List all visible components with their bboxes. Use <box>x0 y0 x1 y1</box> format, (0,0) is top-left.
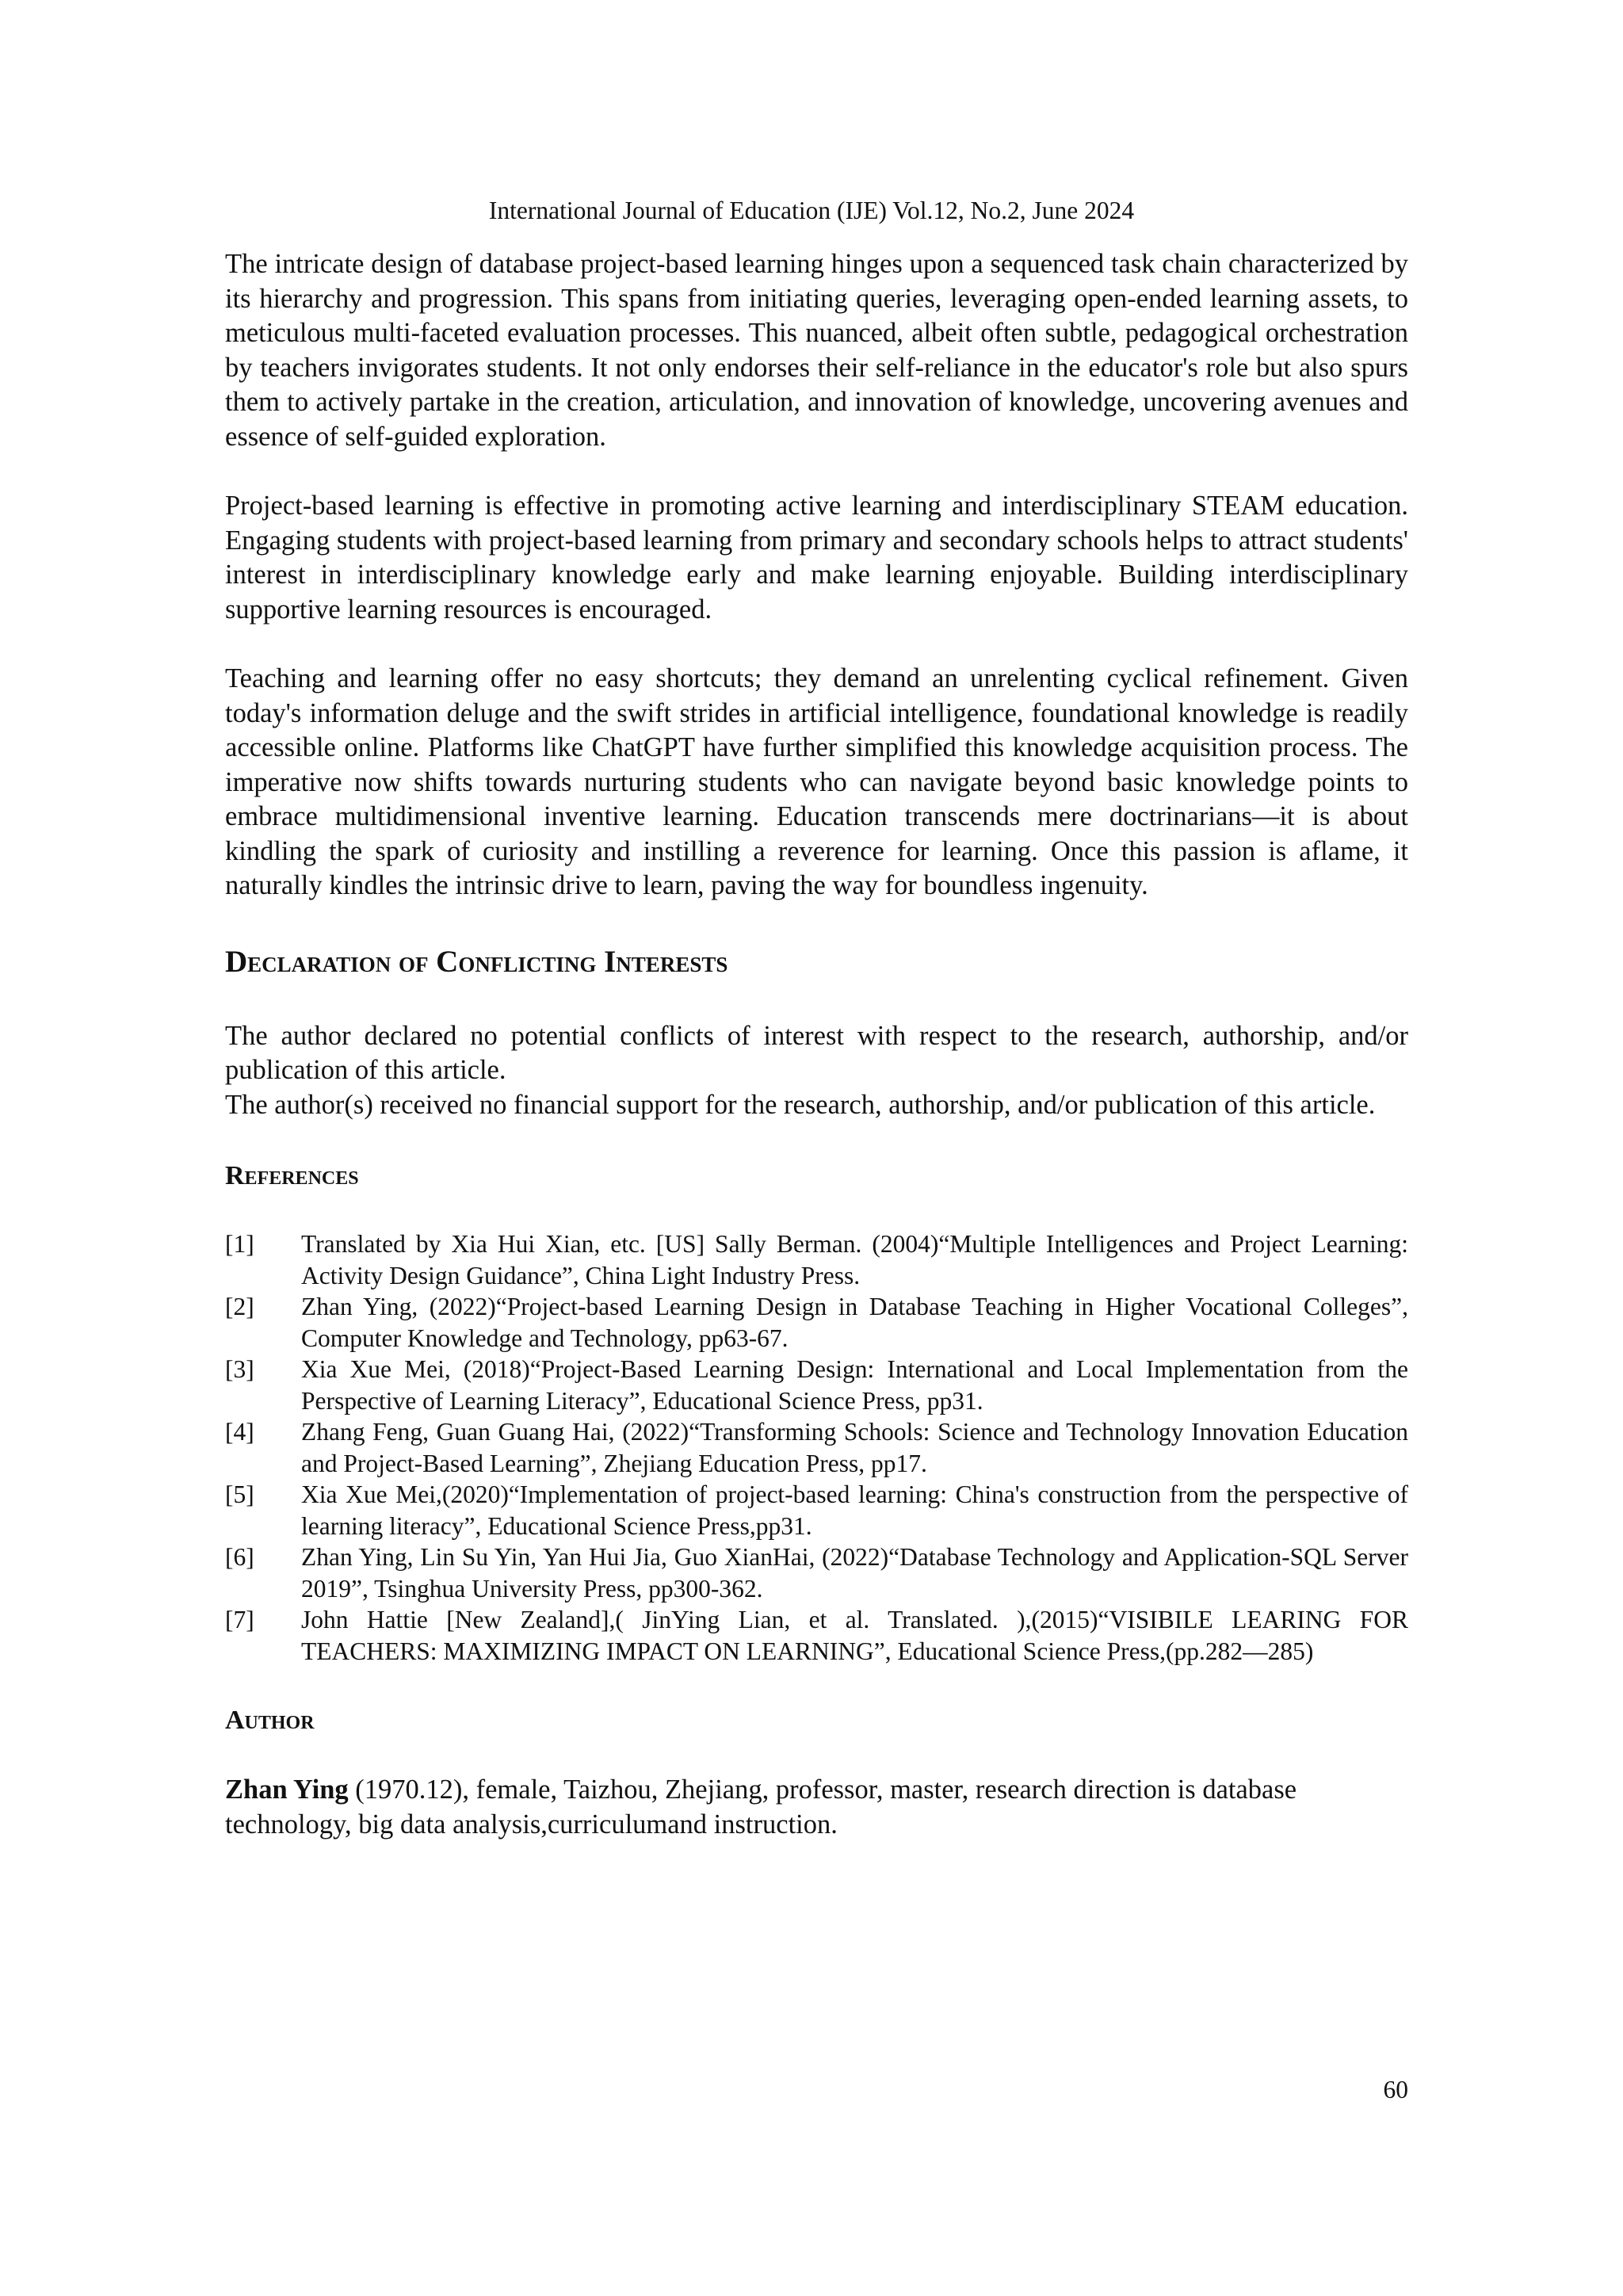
declaration-heading: Declaration of Conflicting Interests <box>225 944 728 979</box>
reference-number: [7] <box>225 1606 254 1633</box>
reference-number: [6] <box>225 1543 254 1571</box>
reference-number: [5] <box>225 1480 254 1508</box>
author-bio-text: (1970.12), female, Taizhou, Zhejiang, professor, master, research direction is database technology, big data analysis,curriculumand instruction. <box>225 1775 1297 1839</box>
running-header: International Journal of Education (IJE) Vol.12, No.2, June 2024 <box>488 197 1135 224</box>
reference-text: Zhan Ying, Lin Su Yin, Yan Hui Jia, Guo XianHai, (2022)“Database Technology and Application-SQL Server 2019”, Tsinghua University Press, pp300-362. <box>301 1543 1408 1603</box>
reference-text: Xia Xue Mei,(2020)“Implementation of project-based learning: China's construction from the perspective of learning literacy”, Educational Science Press,pp31. <box>301 1480 1408 1540</box>
reference-text: Zhang Feng, Guan Guang Hai, (2022)“Transforming Schools: Science and Technology Innovation Education and Project-Based Learning”, Zhejiang Education Press, pp17. <box>301 1418 1408 1477</box>
author-name: Zhan Ying <box>225 1775 349 1805</box>
reference-item <box>225 1354 1408 1416</box>
body-paragraph-1: The intricate design of database project-based learning hinges upon a sequenced task chain characterized by its hierarchy and progression. This spans from initiating queries, leveraging open-ended learning assets, to meticulous multi-faceted evaluation processes. This nuanced, albeit often subtle, pedagogical orchestration by teachers invigorates students. It not only endorses their self-reliance in the educator's role but also spurs them to actively partake in the creation, articulation, and innovation of knowledge, uncovering avenues and essence of self-guided exploration. <box>225 249 1408 452</box>
reference-number: [4] <box>225 1418 254 1446</box>
reference-text: Translated by Xia Hui Xian, etc. [US] Sally Berman. (2004)“Multiple Intelligences and Project Learning: Activity Design Guidance”, China Light Industry Press. <box>301 1230 1408 1289</box>
main-content <box>225 247 1408 1842</box>
declaration-paragraph-1: The author declared no potential conflicts of interest with respect to the research, authorship, and/or publication of this article. <box>225 1020 1408 1085</box>
reference-text: Xia Xue Mei, (2018)“Project-Based Learning Design: International and Local Implementation from the Perspective of Learning Literacy”, Educational Science Press, pp31. <box>301 1355 1408 1415</box>
reference-item <box>225 1479 1408 1541</box>
reference-item <box>225 1416 1408 1479</box>
reference-text: John Hattie [New Zealand],( JinYing Lian, et al. Translated. ),(2015)“VISIBILE LEARING FOR TEACHERS: MAXIMIZING IMPACT ON LEARNING”, Educational Science Press,(pp.282—285) <box>301 1606 1408 1665</box>
body-paragraph-2: Project-based learning is effective in promoting active learning and interdisciplinary STEAM education. Engaging students with project-based learning from primary and secondary schools helps to attract students' interest in interdisciplinary knowledge early and make learning enjoyable. Building interdisciplinary supportive learning resources is encouraged. <box>225 491 1408 625</box>
reference-text: Zhan Ying, (2022)“Project-based Learning Design in Database Teaching in Higher Vocational Colleges”, Computer Knowledge and Technology, pp63-67. <box>301 1293 1408 1352</box>
author-heading: Author <box>225 1706 315 1735</box>
references-list <box>225 1228 1408 1667</box>
reference-item <box>225 1604 1408 1667</box>
declaration-paragraph-2: The author(s) received no financial support for the research, authorship, and/or publication of this article. <box>225 1089 1376 1120</box>
author-bio <box>225 1773 1408 1842</box>
reference-number: [1] <box>225 1230 254 1258</box>
references-heading: References <box>225 1161 359 1190</box>
reference-number: [3] <box>225 1355 254 1383</box>
body-paragraph-3: Teaching and learning offer no easy shortcuts; they demand an unrelenting cyclical refinement. Given today's information deluge and the swift strides in artificial intelligence, foundational knowledge is readily accessible online. Platforms like ChatGPT have further simplified this knowledge acquisition process. The imperative now shifts towards nurturing students who can navigate beyond basic knowledge points to embrace multidimensional inventive learning. Education transcends mere doctrinarians—it is about kindling the spark of curiosity and instilling a reverence for learning. Once this passion is aflame, it naturally kindles the intrinsic drive to learn, paving the way for boundless ingenuity. <box>225 663 1408 900</box>
page-number: 60 <box>1383 2076 1408 2103</box>
reference-item <box>225 1541 1408 1604</box>
reference-item <box>225 1228 1408 1291</box>
reference-item <box>225 1291 1408 1354</box>
reference-number: [2] <box>225 1293 254 1320</box>
